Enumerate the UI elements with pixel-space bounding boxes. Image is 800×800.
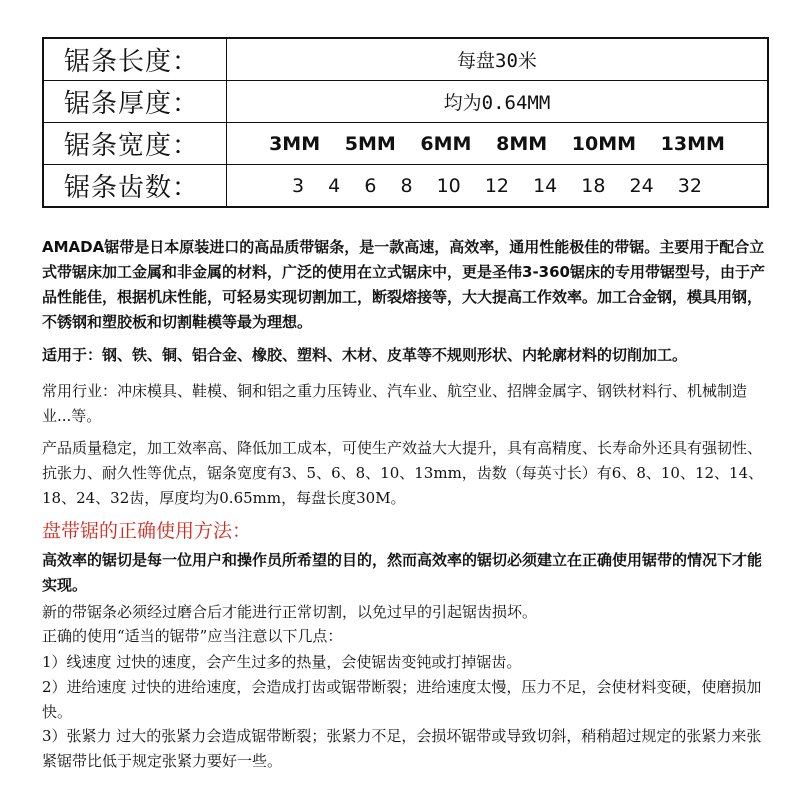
usage-heading: 盘带锯的正确使用方法：	[42, 520, 252, 542]
spec-row-teeth	[43, 165, 768, 208]
width-value: 8MM	[496, 132, 548, 155]
spec-table	[42, 37, 769, 208]
usage-point: 3）张紧力 过大的张紧力会造成锯带断裂；张紧力不足，会损坏锯带或导致切斜，稍稍超过规定的张紧力来张紧锯带比低于规定张紧力要好一些。	[42, 727, 762, 770]
teeth-value: 6	[364, 174, 377, 197]
width-label: 锯条宽度：	[43, 123, 227, 165]
usage-point: 1）线速度 过快的速度，会产生过多的热量，会使锯齿变钝或打掉锯齿。	[42, 653, 522, 671]
applicable-paragraph: 适用于：钢、铁、铜、铝合金、橡胶、塑料、木材、皮革等不规则形状、内轮廓材料的切削加工。	[42, 346, 688, 364]
industries-paragraph: 常用行业：冲床模具、鞋模、铜和铝之重力压铸业、汽车业、航空业、招牌金属字、钢铁材料行、机械制造业...等。	[42, 382, 748, 425]
spec-row-width	[43, 123, 768, 165]
usage-lead: 高效率的锯切是每一位用户和操作员所希望的目的，然而高效率的锯切必须建立在正确使用锯带的情况下才能实现。	[42, 551, 763, 594]
spec-row-length	[43, 38, 768, 81]
teeth-value: 32	[677, 174, 702, 197]
new-blade-note: 新的带锯条必须经过磨合后才能进行正常切割，以免过早的引起锯齿损坏。	[42, 603, 538, 621]
teeth-value: 14	[533, 174, 558, 197]
teeth-value: 24	[629, 174, 654, 197]
teeth-label: 锯条齿数：	[43, 165, 227, 208]
intro-paragraph: AMADA锯带是日本原装进口的高品质带锯条，是一款高速，高效率，通用性能极佳的带锯。主要用于配合立式带锯床加工金属和非金属的材料，广泛的使用在立式锯床中，更是圣伟3-360锯床的专用带锯型号，由于产品性能佳，根据机床性能，可轻易实现切割加工，断裂熔接等，大大提高工作效率。加工合金钢，模具用钢，不锈钢和塑胶板和切割鞋模等最为理想。	[42, 238, 765, 331]
length-label: 锯条长度：	[43, 38, 227, 81]
width-values	[227, 123, 769, 165]
width-value: 3MM	[269, 132, 321, 155]
length-value: 每盘30米	[227, 38, 769, 81]
thickness-label: 锯条厚度：	[43, 81, 227, 123]
teeth-value: 3	[292, 174, 305, 197]
teeth-value: 18	[581, 174, 606, 197]
teeth-value: 4	[328, 174, 341, 197]
width-value: 6MM	[420, 132, 472, 155]
quality-paragraph: 产品质量稳定，加工效率高、降低加工成本，可使生产效益大大提升，具有高精度、长寿命外还具有强韧性、抗张力、耐久性等优点，锯条宽度有3、5、6、8、10、13mm，齿数（每英寸长）有6、8、10、12、14、18、24、32齿，厚度均为0.65mm，每盘长度30M。	[42, 439, 764, 507]
width-value: 13MM	[660, 132, 725, 155]
teeth-values	[227, 165, 769, 208]
teeth-value: 8	[400, 174, 413, 197]
width-value: 5MM	[344, 132, 396, 155]
spec-row-thickness	[43, 81, 768, 123]
teeth-value: 12	[484, 174, 510, 197]
usage-point: 2）进给速度 过快的进给速度，会造成打齿或锯带断裂；进给速度太慢，压力不足，会使材料变硬，使磨损加快。	[42, 678, 762, 721]
teeth-value: 10	[436, 174, 461, 197]
attention-note: 正确的使用“适当的锯带”应当注意以下几点：	[42, 627, 343, 645]
thickness-value: 均为0.64MM	[227, 81, 769, 123]
width-value: 10MM	[571, 132, 637, 155]
